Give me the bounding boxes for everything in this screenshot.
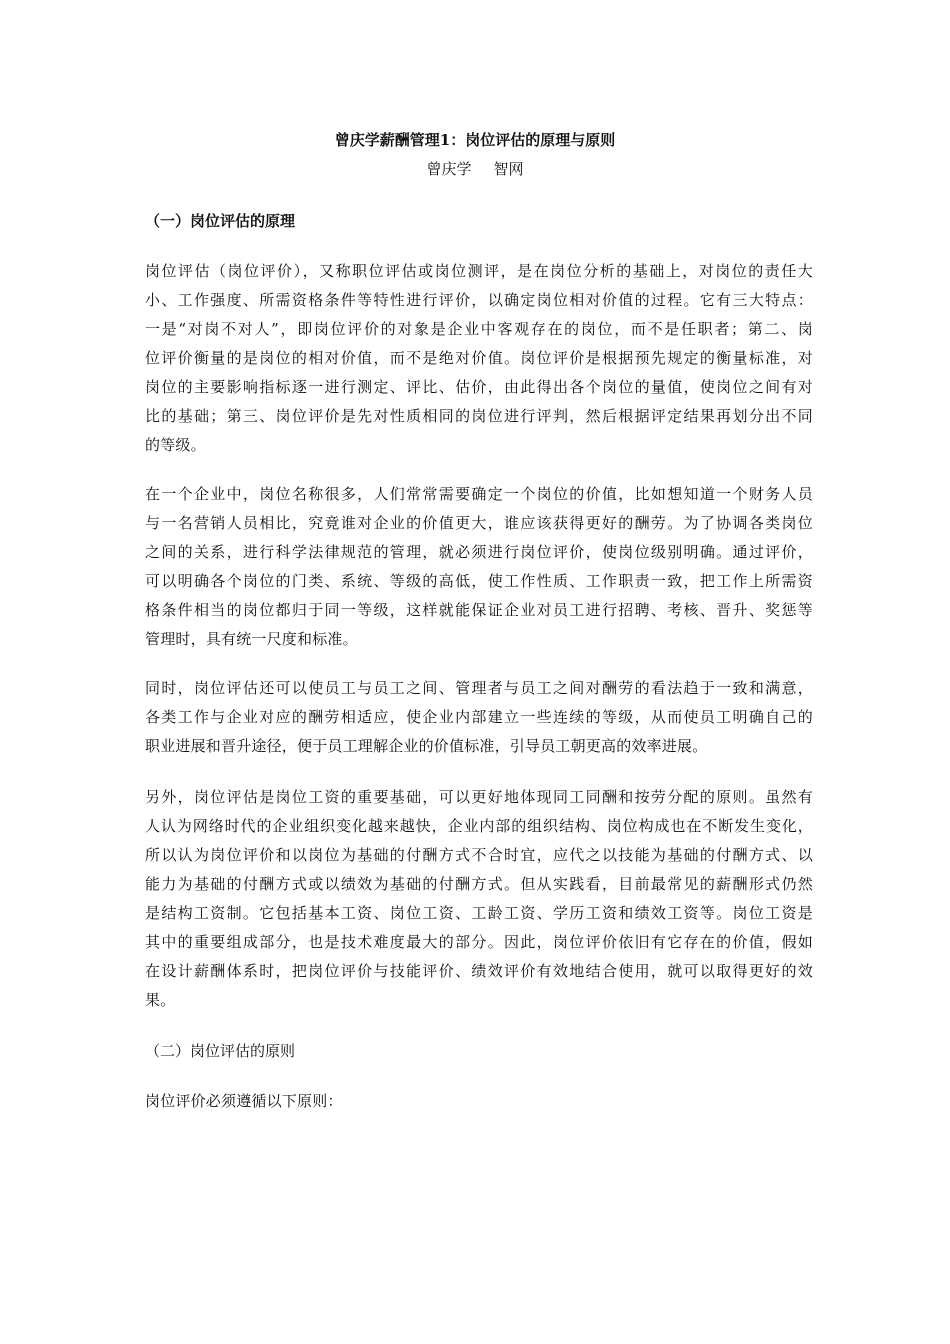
paragraph-line: 位评价衡量的是岗位的相对价值，而不是绝对价值。岗位评价是根据预先规定的衡量标准，对 [145, 349, 813, 367]
paragraph-line: 同时，岗位评估还可以使员工与员工之间、管理者与员工之间对酬劳的看法趋于一致和满意， [145, 679, 813, 697]
paragraph-1 [145, 257, 813, 460]
paragraph-line: 其中的重要组成部分，也是技术难度最大的部分。因此，岗位评价依旧有它存在的价值，假如 [145, 933, 813, 951]
paragraph-line: 之间的关系，进行科学法律规范的管理，就必须进行岗位评价，使岗位级别明确。通过评价， [145, 543, 813, 561]
paragraph-line: 能力为基础的付酬方式或以绩效为基础的付酬方式。但从实践看，目前最常见的薪酬形式仍然 [145, 875, 813, 893]
source-name: 智网 [493, 160, 524, 178]
paragraph-line: 小、工作强度、所需资格条件等特性进行评价，以确定岗位相对价值的过程。它有三大特点： [145, 291, 813, 309]
author-name: 曾庆学 [426, 160, 472, 178]
paragraph-line: 比的基础；第三、岗位评价是先对性质相同的岗位进行评判，然后根据评定结果再划分出不同 [145, 407, 813, 425]
paragraph-line: 可以明确各个岗位的门类、系统、等级的高低，使工作性质、工作职责一致，把工作上所需资 [145, 572, 813, 590]
section-heading-2: （二）岗位评估的原则 [145, 1042, 296, 1060]
paragraph-line: 是结构工资制。它包括基本工资、岗位工资、工龄工资、学历工资和绩效工资等。岗位工资是 [145, 904, 813, 922]
paragraph-line: 格条件相当的岗位都归于同一等级，这样就能保证企业对员工进行招聘、考核、晋升、奖惩等 [145, 601, 813, 619]
paragraph-3 [145, 674, 813, 761]
paragraph-line: 岗位评价必须遵循以下原则： [145, 1092, 343, 1110]
paragraph-line: 与一名营销人员相比，究竟谁对企业的价值更大，谁应该获得更好的酬劳。为了协调各类岗位 [145, 514, 813, 532]
paragraph-line: 职业进展和晋升途径，便于员工理解企业的价值标准，引导员工朝更高的效率进展。 [145, 737, 708, 755]
paragraph-line: 在一个企业中，岗位名称很多，人们常常需要确定一个岗位的价值，比如想知道一个财务人员 [145, 485, 813, 503]
paragraph-2 [145, 480, 813, 654]
paragraph-4 [145, 783, 813, 1015]
paragraph-line: 在设计薪酬体系时，把岗位评价与技能评价、绩效评价有效地结合使用，就可以取得更好的效 [145, 962, 813, 980]
paragraph-line: 管理时，具有统一尺度和标准。 [145, 630, 358, 648]
paragraph-line: 岗位评估（岗位评价），又称职位评估或岗位测评，是在岗位分析的基础上，对岗位的责任大 [145, 262, 813, 280]
paragraph-line: 所以认为岗位评价和以岗位为基础的付酬方式不合时宜，应代之以技能为基础的付酬方式、以 [145, 846, 813, 864]
paragraph-line: 果。 [145, 991, 176, 1009]
author-line [0, 158, 950, 180]
document-title: 曾庆学薪酬管理1：岗位评估的原理与原则 [334, 131, 616, 149]
paragraph-line: 人认为网络时代的企业组织变化越来越快，企业内部的组织结构、岗位构成也在不断发生变化， [145, 817, 813, 835]
paragraph-5 [145, 1087, 813, 1116]
section-heading-1: （一）岗位评估的原理 [145, 212, 296, 230]
paragraph-line: 的等级。 [145, 436, 206, 454]
paragraph-line: 各类工作与企业对应的酬劳相适应，使企业内部建立一些连续的等级，从而使员工明确自己的 [145, 708, 813, 726]
paragraph-line: 岗位的主要影响指标逐一进行测定、评比、估价，由此得出各个岗位的量值，使岗位之间有对 [145, 378, 813, 396]
paragraph-line: 一是“对岗不对人”，即岗位评价的对象是企业中客观存在的岗位，而不是任职者；第二、岗 [145, 320, 813, 338]
paragraph-line: 另外，岗位评估是岗位工资的重要基础，可以更好地体现同工同酬和按劳分配的原则。虽然有 [145, 788, 813, 806]
